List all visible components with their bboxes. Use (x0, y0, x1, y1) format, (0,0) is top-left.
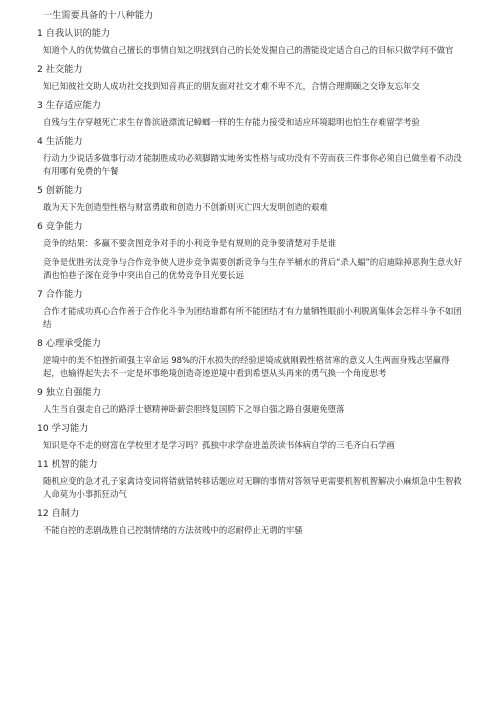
document-title: 一生需要具备的十八种能力 (43, 10, 154, 21)
section-heading: 7 合作能力 (37, 289, 83, 300)
section-4 (37, 135, 466, 178)
section-paragraph: 竞争是优胜劣汰竞争与合作竞争使人进步竞争需要创新竞争与生存半桶水的背后“杀人蝠”的启迪除掉恶狗生意火好酒也怕巷子深在竞争中突出自己的优势竞争目光要长远 (43, 257, 463, 280)
section-10 (37, 422, 466, 452)
section-heading: 2 社交能力 (37, 64, 83, 75)
section-heading: 3 生存适应能力 (37, 100, 101, 111)
section-paragraph: 不能自控的悲剧战胜自己控制情绪的方法贫贱中的忍耐停止无谓的牢骚 (43, 525, 303, 535)
section-1 (37, 27, 466, 57)
section-12 (37, 507, 466, 537)
section-paragraph: 随机应变的急才孔子家禽诗变词将错就错转移话题应对无聊的事情对答领导更需要机智机智解决小麻烦急中生智救人命莫为小事抓狂动气 (43, 476, 462, 499)
section-2 (37, 63, 466, 93)
section-7 (37, 288, 466, 331)
section-heading: 10 学习能力 (37, 423, 89, 434)
section-heading: 12 自制力 (37, 508, 80, 519)
section-heading: 8 心理承受能力 (37, 338, 101, 349)
section-heading: 1 自我认识的能力 (37, 28, 111, 39)
section-heading: 5 创新能力 (37, 185, 83, 196)
section-paragraph: 知已知彼社交助人成功社交找到知音真正的朋友面对社交才难不卑不亢，合情合理期颐之交诤友忘年交 (43, 81, 420, 91)
section-paragraph: 自残与生存穿越死亡求生存鲁滨逊漂流记蟑螂一样的生存能力接受和适应环境聪明也怕生存难留学考验 (43, 117, 420, 127)
section-paragraph: 逆境中的美不怕挫折顽强主宰命运 98%的汗水损失的经验逆境成就刚毅性格贫寒的意义人生两面身残志坚赢得起，也输得起失去不一定是坏事绝境创造奇迹逆境中看到希望从头再来的勇气换一个角度思考 (43, 355, 450, 378)
section-paragraph: 敢为天下先创造型性格与财富勇敢和创造力不创新则灭亡四大发明创造的艰难 (43, 202, 328, 212)
section-5 (37, 184, 466, 214)
section-3 (37, 99, 466, 129)
section-heading: 4 生活能力 (37, 136, 83, 147)
section-paragraph: 人生当自强走自己的路浮士德精神卧薪尝胆终复国胯下之辱自强之路自强避免堕落 (43, 404, 345, 414)
section-6 (37, 220, 466, 282)
section-paragraph: 知识是夺不走的财富在学校里才是学习吗？孤独中求学奋进盖茨读书体病自学的三毛齐白石学画 (43, 440, 395, 450)
section-paragraph: 知道个人的优势做自己擅长的事情自知之明找到自己的长处发掘自己的潜能设定适合自己的目标只做学问不做官 (43, 45, 454, 55)
section-heading: 9 独立自强能力 (37, 387, 101, 398)
section-paragraph: 竞争的结果：多赢不要贪图竞争对手的小利竞争是有规则的竞争要清楚对手是谁 (43, 238, 337, 248)
section-heading: 6 竞争能力 (37, 221, 83, 232)
section-8 (37, 337, 466, 380)
section-heading: 11 机智的能力 (37, 459, 98, 470)
section-9 (37, 386, 466, 416)
section-paragraph: 合作才能成功真心合作善于合作化斗争为团结谁都有所不能团结才有力量牺牲眼前小利脱离集体会怎样斗争不如团结 (43, 306, 462, 329)
section-paragraph: 行动力少说话多做事行动才能制胜成功必须脚踏实地务实性格与成功没有不劳而获三件事你必须自已做坐着不动没有用哪有免费的午餐 (43, 153, 462, 176)
section-11 (37, 458, 466, 501)
